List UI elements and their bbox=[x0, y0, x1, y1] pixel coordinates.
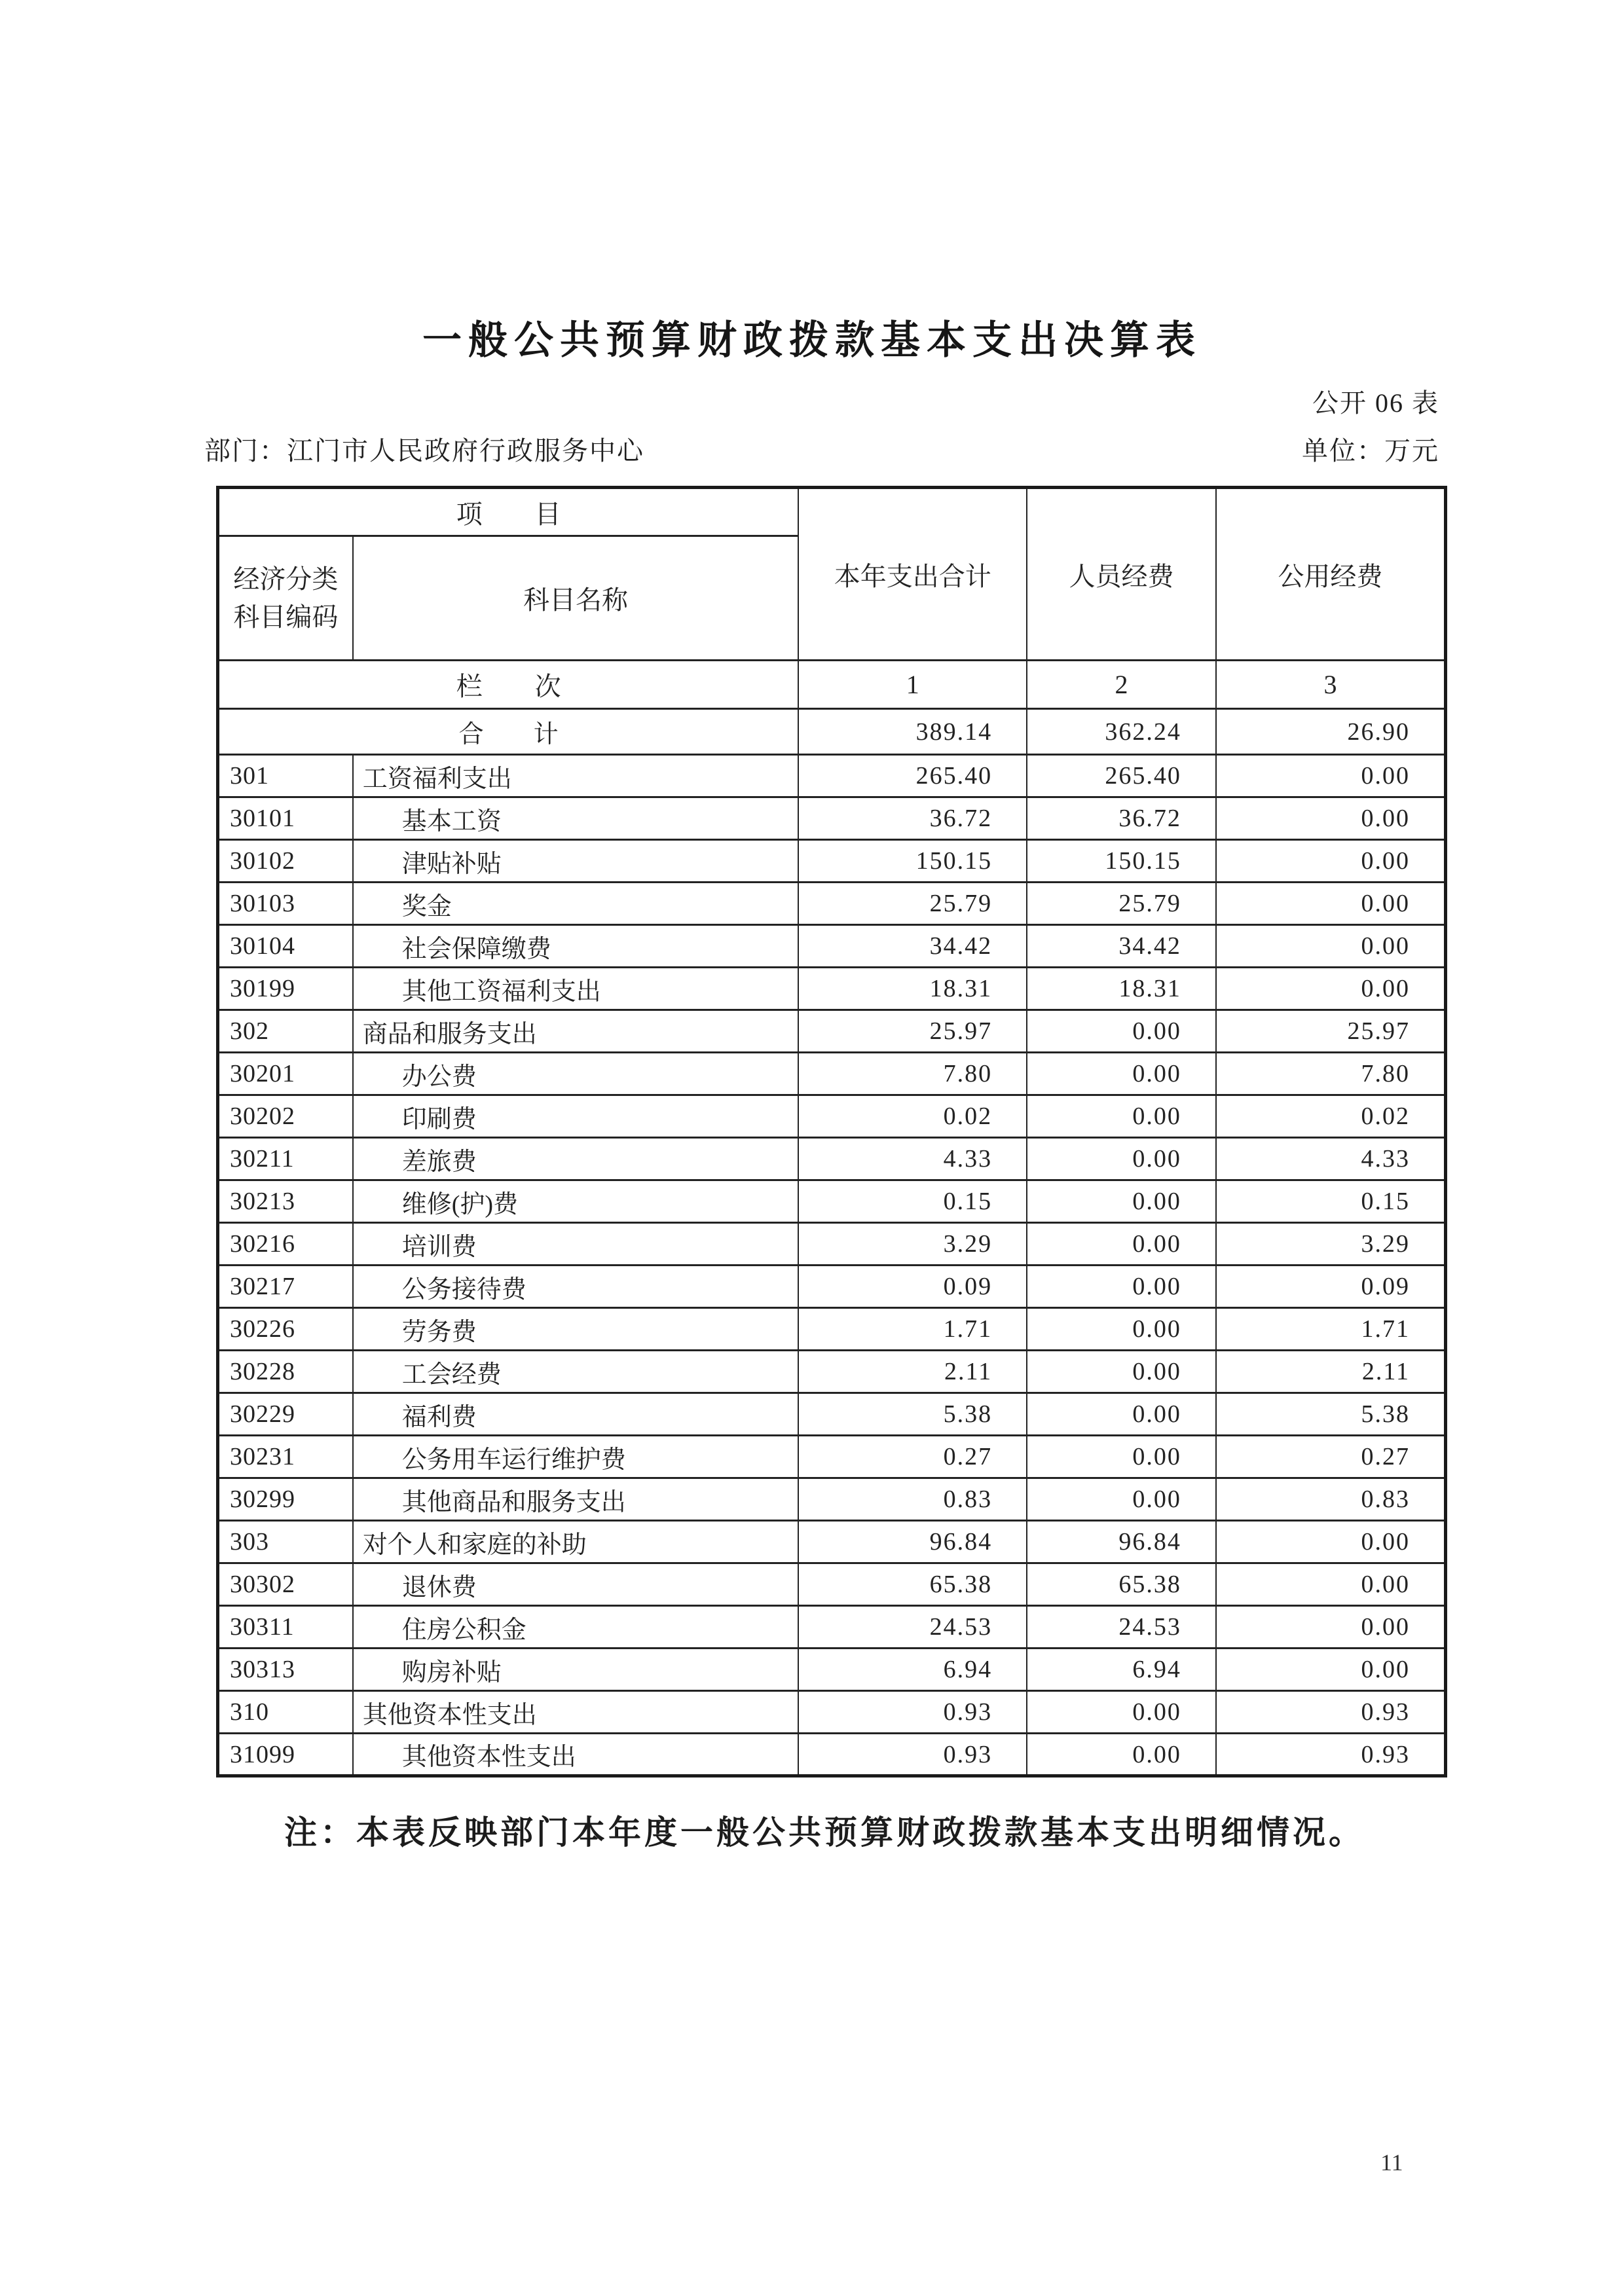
table-row bbox=[218, 883, 1446, 925]
row-subject-name: 工会经费 bbox=[353, 1351, 799, 1393]
col-index-2: 2 bbox=[1027, 661, 1216, 709]
row-value-total: 1.71 bbox=[798, 1308, 1027, 1351]
row-value-personnel: 150.15 bbox=[1027, 840, 1216, 883]
row-value-public: 0.00 bbox=[1216, 1649, 1446, 1691]
row-subject-name: 购房补贴 bbox=[353, 1649, 799, 1691]
row-value-public: 5.38 bbox=[1216, 1393, 1446, 1436]
row-code: 310 bbox=[218, 1691, 353, 1734]
row-value-personnel: 36.72 bbox=[1027, 797, 1216, 840]
table-row bbox=[218, 1053, 1446, 1095]
row-value-total: 25.79 bbox=[798, 883, 1027, 925]
row-value-total: 0.15 bbox=[798, 1180, 1027, 1223]
row-subject-name: 对个人和家庭的补助 bbox=[353, 1521, 799, 1563]
total-row bbox=[218, 709, 1446, 755]
row-value-public: 0.00 bbox=[1216, 1563, 1446, 1606]
row-value-personnel: 0.00 bbox=[1027, 1691, 1216, 1734]
row-value-total: 0.02 bbox=[798, 1095, 1027, 1138]
row-value-personnel: 0.00 bbox=[1027, 1393, 1216, 1436]
table-row bbox=[218, 797, 1446, 840]
table-row bbox=[218, 755, 1446, 797]
row-subject-name: 其他工资福利支出 bbox=[353, 968, 799, 1010]
row-value-personnel: 0.00 bbox=[1027, 1223, 1216, 1266]
row-value-total: 3.29 bbox=[798, 1223, 1027, 1266]
page-number: 11 bbox=[1380, 2149, 1403, 2176]
table-row bbox=[218, 840, 1446, 883]
table-row bbox=[218, 1606, 1446, 1649]
row-subject-name: 印刷费 bbox=[353, 1095, 799, 1138]
row-code: 30201 bbox=[218, 1053, 353, 1095]
row-code: 30311 bbox=[218, 1606, 353, 1649]
page-title: 一般公共预算财政拨款基本支出决算表 bbox=[422, 318, 1202, 362]
row-value-public: 25.97 bbox=[1216, 1010, 1446, 1053]
row-subject-name: 办公费 bbox=[353, 1053, 799, 1095]
row-subject-name: 其他商品和服务支出 bbox=[353, 1478, 799, 1521]
row-value-public: 7.80 bbox=[1216, 1053, 1446, 1095]
row-subject-name: 住房公积金 bbox=[353, 1606, 799, 1649]
row-subject-name: 社会保障缴费 bbox=[353, 925, 799, 968]
row-code: 30199 bbox=[218, 968, 353, 1010]
table-row bbox=[218, 1138, 1446, 1180]
row-subject-name: 工资福利支出 bbox=[353, 755, 799, 797]
row-subject-name: 公务用车运行维护费 bbox=[353, 1436, 799, 1478]
row-code: 301 bbox=[218, 755, 353, 797]
table-row bbox=[218, 1649, 1446, 1691]
row-value-personnel: 0.00 bbox=[1027, 1053, 1216, 1095]
row-value-personnel: 0.00 bbox=[1027, 1734, 1216, 1776]
table-row bbox=[218, 1478, 1446, 1521]
table-row bbox=[218, 1180, 1446, 1223]
row-value-public: 0.00 bbox=[1216, 925, 1446, 968]
header-col-code: 经济分类科目编码 bbox=[218, 536, 353, 661]
row-subject-name: 基本工资 bbox=[353, 797, 799, 840]
row-value-public: 1.71 bbox=[1216, 1308, 1446, 1351]
row-value-personnel: 0.00 bbox=[1027, 1478, 1216, 1521]
row-code: 30104 bbox=[218, 925, 353, 968]
row-value-public: 0.02 bbox=[1216, 1095, 1446, 1138]
row-code: 30102 bbox=[218, 840, 353, 883]
row-code: 30313 bbox=[218, 1649, 353, 1691]
col-index-3: 3 bbox=[1216, 661, 1446, 709]
meta-row bbox=[0, 430, 1624, 467]
row-value-total: 34.42 bbox=[798, 925, 1027, 968]
department-label: 部门：江门市人民政府行政服务中心 bbox=[204, 436, 644, 465]
row-code: 30231 bbox=[218, 1436, 353, 1478]
row-value-public: 3.29 bbox=[1216, 1223, 1446, 1266]
row-subject-name: 津贴补贴 bbox=[353, 840, 799, 883]
table-row bbox=[218, 1010, 1446, 1053]
table-row bbox=[218, 1393, 1446, 1436]
row-code: 30211 bbox=[218, 1138, 353, 1180]
row-value-total: 150.15 bbox=[798, 840, 1027, 883]
row-value-total: 6.94 bbox=[798, 1649, 1027, 1691]
row-code: 30202 bbox=[218, 1095, 353, 1138]
row-value-personnel: 65.38 bbox=[1027, 1563, 1216, 1606]
row-code: 30217 bbox=[218, 1266, 353, 1308]
row-value-public: 0.00 bbox=[1216, 968, 1446, 1010]
header-col-public: 公用经费 bbox=[1216, 488, 1446, 661]
table-row bbox=[218, 925, 1446, 968]
table-row bbox=[218, 1563, 1446, 1606]
row-value-total: 0.09 bbox=[798, 1266, 1027, 1308]
row-value-personnel: 0.00 bbox=[1027, 1436, 1216, 1478]
row-value-public: 0.09 bbox=[1216, 1266, 1446, 1308]
row-value-total: 7.80 bbox=[798, 1053, 1027, 1095]
row-subject-name: 培训费 bbox=[353, 1223, 799, 1266]
column-index-row bbox=[218, 661, 1446, 709]
header-col-total: 本年支出合计 bbox=[798, 488, 1027, 661]
row-value-total: 5.38 bbox=[798, 1393, 1027, 1436]
table-row bbox=[218, 1691, 1446, 1734]
row-code: 30302 bbox=[218, 1563, 353, 1606]
table-row bbox=[218, 1734, 1446, 1776]
row-value-total: 36.72 bbox=[798, 797, 1027, 840]
row-value-total: 25.97 bbox=[798, 1010, 1027, 1053]
sheet-code-label: 公开 06 表 bbox=[1312, 388, 1439, 418]
table-row bbox=[218, 1436, 1446, 1478]
row-subject-name: 其他资本性支出 bbox=[353, 1691, 799, 1734]
table-note: 注：本表反映部门本年度一般公共预算财政拨款基本支出明细情况。 bbox=[284, 1814, 1365, 1851]
row-value-public: 2.11 bbox=[1216, 1351, 1446, 1393]
row-code: 30213 bbox=[218, 1180, 353, 1223]
row-value-public: 0.93 bbox=[1216, 1691, 1446, 1734]
col-index-1: 1 bbox=[798, 661, 1027, 709]
row-code: 30216 bbox=[218, 1223, 353, 1266]
row-code: 30101 bbox=[218, 797, 353, 840]
row-value-personnel: 0.00 bbox=[1027, 1138, 1216, 1180]
budget-table bbox=[216, 486, 1447, 1777]
row-code: 30299 bbox=[218, 1478, 353, 1521]
row-value-personnel: 0.00 bbox=[1027, 1266, 1216, 1308]
row-subject-name: 其他资本性支出 bbox=[353, 1734, 799, 1776]
header-col-name: 科目名称 bbox=[353, 536, 799, 661]
row-code: 302 bbox=[218, 1010, 353, 1053]
table-header-section bbox=[218, 488, 1446, 755]
row-value-public: 0.00 bbox=[1216, 755, 1446, 797]
row-value-personnel: 0.00 bbox=[1027, 1010, 1216, 1053]
table-row bbox=[218, 1223, 1446, 1266]
row-value-personnel: 24.53 bbox=[1027, 1606, 1216, 1649]
row-value-total: 65.38 bbox=[798, 1563, 1027, 1606]
row-value-total: 24.53 bbox=[798, 1606, 1027, 1649]
table-row bbox=[218, 1095, 1446, 1138]
row-subject-name: 奖金 bbox=[353, 883, 799, 925]
row-value-public: 0.93 bbox=[1216, 1734, 1446, 1776]
row-subject-name: 福利费 bbox=[353, 1393, 799, 1436]
row-value-total: 0.93 bbox=[798, 1734, 1027, 1776]
row-value-total: 2.11 bbox=[798, 1351, 1027, 1393]
table-row bbox=[218, 1308, 1446, 1351]
row-value-personnel: 265.40 bbox=[1027, 755, 1216, 797]
row-value-personnel: 0.00 bbox=[1027, 1351, 1216, 1393]
row-value-public: 0.27 bbox=[1216, 1436, 1446, 1478]
row-value-total: 96.84 bbox=[798, 1521, 1027, 1563]
row-subject-name: 差旅费 bbox=[353, 1138, 799, 1180]
table-body bbox=[218, 755, 1446, 1776]
row-value-personnel: 6.94 bbox=[1027, 1649, 1216, 1691]
row-value-public: 0.00 bbox=[1216, 840, 1446, 883]
row-value-total: 18.31 bbox=[798, 968, 1027, 1010]
row-subject-name: 商品和服务支出 bbox=[353, 1010, 799, 1053]
row-value-total: 0.83 bbox=[798, 1478, 1027, 1521]
row-subject-name: 退休费 bbox=[353, 1563, 799, 1606]
row-value-public: 4.33 bbox=[1216, 1138, 1446, 1180]
row-code: 30228 bbox=[218, 1351, 353, 1393]
lanci-label: 栏 次 bbox=[218, 661, 799, 709]
row-subject-name: 劳务费 bbox=[353, 1308, 799, 1351]
unit-label: 单位：万元 bbox=[1302, 436, 1439, 465]
row-subject-name: 维修(护)费 bbox=[353, 1180, 799, 1223]
row-value-total: 0.27 bbox=[798, 1436, 1027, 1478]
table-row bbox=[218, 968, 1446, 1010]
total-row-value-personnel: 362.24 bbox=[1027, 709, 1216, 755]
row-value-personnel: 0.00 bbox=[1027, 1308, 1216, 1351]
row-value-personnel: 34.42 bbox=[1027, 925, 1216, 968]
header-col-personnel: 人员经费 bbox=[1027, 488, 1216, 661]
row-subject-name: 公务接待费 bbox=[353, 1266, 799, 1308]
header-row-project bbox=[218, 488, 1446, 536]
row-value-personnel: 96.84 bbox=[1027, 1521, 1216, 1563]
row-value-total: 265.40 bbox=[798, 755, 1027, 797]
table-row bbox=[218, 1266, 1446, 1308]
header-project-cell: 项 目 bbox=[218, 488, 799, 536]
row-value-personnel: 18.31 bbox=[1027, 968, 1216, 1010]
total-row-label: 合 计 bbox=[218, 709, 799, 755]
total-row-value-public: 26.90 bbox=[1216, 709, 1446, 755]
row-value-total: 4.33 bbox=[798, 1138, 1027, 1180]
table-row bbox=[218, 1351, 1446, 1393]
row-code: 303 bbox=[218, 1521, 353, 1563]
row-code: 30226 bbox=[218, 1308, 353, 1351]
table-row bbox=[218, 1521, 1446, 1563]
row-code: 30103 bbox=[218, 883, 353, 925]
row-value-personnel: 0.00 bbox=[1027, 1095, 1216, 1138]
row-value-public: 0.15 bbox=[1216, 1180, 1446, 1223]
row-value-public: 0.00 bbox=[1216, 883, 1446, 925]
row-value-total: 0.93 bbox=[798, 1691, 1027, 1734]
row-code: 30229 bbox=[218, 1393, 353, 1436]
row-code: 31099 bbox=[218, 1734, 353, 1776]
row-value-personnel: 0.00 bbox=[1027, 1180, 1216, 1223]
total-row-value-total: 389.14 bbox=[798, 709, 1027, 755]
row-value-personnel: 25.79 bbox=[1027, 883, 1216, 925]
row-value-public: 0.00 bbox=[1216, 797, 1446, 840]
row-value-public: 0.00 bbox=[1216, 1606, 1446, 1649]
row-value-public: 0.00 bbox=[1216, 1521, 1446, 1563]
row-value-public: 0.83 bbox=[1216, 1478, 1446, 1521]
